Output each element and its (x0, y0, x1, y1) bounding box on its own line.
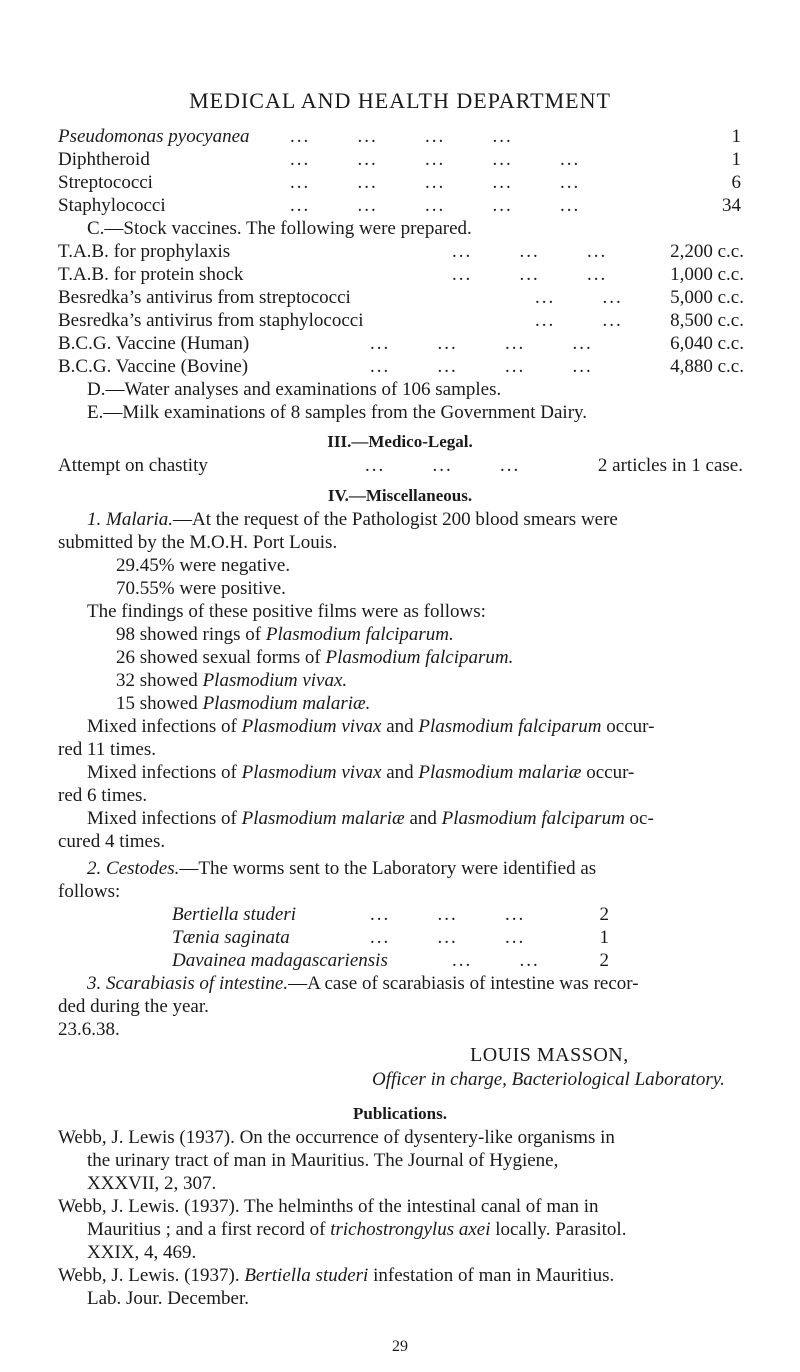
organism-name: Staphylococci (58, 195, 166, 216)
finding-text: 32 showed (116, 670, 203, 691)
organism-name: Pseudomonas pyocyanea (58, 126, 250, 147)
mixed-infection-line (87, 761, 634, 784)
cestode-count: 2 (599, 904, 609, 925)
leader-dots: ... ... ... (452, 264, 608, 285)
organism-count: 1 (731, 126, 741, 147)
finding-line (116, 692, 370, 715)
text: Webb, J. Lewis. (1937). (58, 1265, 245, 1286)
leader-dots: ... ... (535, 287, 623, 308)
organism-name: Streptococci (58, 172, 153, 193)
mixed-infection-line (87, 715, 654, 738)
scarabiasis-heading: 3. Scarabiasis of intestine. (87, 973, 289, 994)
leader-dots: ... ... (535, 310, 623, 331)
vaccine-name: T.A.B. for prophylaxis (58, 241, 231, 262)
text: locally. Parasitol. (490, 1219, 627, 1240)
leader-dots: ... ... ... ... ... (290, 172, 581, 193)
text: Mixed infections of (87, 808, 242, 829)
text: occur- (581, 762, 635, 783)
finding-text: 15 showed (116, 693, 203, 714)
leader-dots: ... ... ... (370, 904, 526, 925)
malaria-intro: —At the request of the Pathologist 200 blood smears were (173, 509, 618, 530)
publication-entry (87, 1218, 626, 1241)
cestode-name: Tænia saginata (172, 927, 290, 948)
section-d: D.—Water analyses and examinations of 106 samples. (87, 379, 502, 400)
text: infestation of man in Mauritius. (368, 1265, 615, 1286)
malaria-findings: The findings of these positive films were as follows: (87, 601, 486, 622)
species-name: Plasmodium falciparum. (325, 647, 514, 668)
publication-entry: XXIX, 4, 469. (87, 1242, 197, 1263)
publications-heading: Publications. (353, 1104, 447, 1123)
vaccine-amount: 1,000 c.c. (670, 264, 744, 285)
text: Mixed infections of (87, 762, 242, 783)
section-c: C.—Stock vaccines. The following were prepared. (87, 218, 472, 239)
mixed-infection-line: red 11 times. (58, 739, 156, 760)
leader-dots: ... ... ... (365, 455, 521, 476)
publication-entry: Webb, J. Lewis (1937). On the occurrence of dysentery-like organisms in (58, 1127, 615, 1148)
species-name: Plasmodium falciparum. (265, 624, 454, 645)
species-name: Plasmodium malariæ (418, 762, 582, 783)
leader-dots: ... ... ... ... (290, 126, 513, 147)
signature-name: LOUIS MASSON, (470, 1044, 629, 1066)
text: occur- (601, 716, 655, 737)
text: and (381, 762, 419, 783)
leader-dots: ... ... ... ... ... (290, 195, 581, 216)
organism-name: Diphtheroid (58, 149, 150, 170)
species-name: Plasmodium malariæ. (202, 693, 371, 714)
leader-dots: ... ... ... (370, 927, 526, 948)
scarabiasis-text: —A case of scarabiasis of intestine was recor- (288, 973, 639, 994)
publication-entry: XXXVII, 2, 307. (87, 1173, 217, 1194)
cestodes-intro: —The worms sent to the Laboratory were identified as (179, 858, 597, 879)
text: and (404, 808, 442, 829)
cestode-name: Bertiella studeri (172, 904, 297, 925)
vaccine-name: B.C.G. Vaccine (Bovine) (58, 356, 249, 377)
vaccine-amount: 6,040 c.c. (670, 333, 744, 354)
vaccine-amount: 8,500 c.c. (670, 310, 744, 331)
text: Mixed infections of (87, 716, 242, 737)
organism-count: 6 (731, 172, 741, 193)
leader-dots: ... ... ... ... (370, 356, 593, 377)
malaria-positive: 70.55% were positive. (116, 578, 286, 599)
finding-line (116, 623, 454, 646)
malaria-heading: 1. Malaria. (87, 509, 174, 530)
species-name: Plasmodium falciparum (418, 716, 602, 737)
publication-entry (58, 1264, 614, 1287)
finding-text: 98 showed rings of (116, 624, 266, 645)
section-iv-heading: IV.—Miscellaneous. (327, 486, 473, 505)
mixed-infection-line: cured 4 times. (58, 831, 166, 852)
report-date: 23.6.38. (58, 1019, 120, 1040)
section-iii-heading: III.—Medico-Legal. (327, 432, 473, 451)
cestodes-intro: follows: (58, 881, 121, 902)
cestode-name: Davainea madagascariensis (172, 950, 388, 971)
page-heading: MEDICAL AND HEALTH DEPARTMENT (189, 88, 611, 113)
scarabiasis-line (87, 972, 639, 995)
vaccine-name: Besredka’s antivirus from streptococci (58, 287, 351, 308)
organism-count: 1 (731, 149, 741, 170)
species-name: Plasmodium vivax (241, 762, 382, 783)
cestode-count: 1 (599, 927, 609, 948)
text: Mauritius ; and a first record of (87, 1219, 331, 1240)
species-name: Bertiella studeri (244, 1265, 369, 1286)
page-number: 29 (392, 1338, 408, 1355)
vaccine-amount: 2,200 c.c. (670, 241, 744, 262)
leader-dots: ... ... ... ... (370, 333, 593, 354)
finding-line (116, 646, 513, 669)
vaccine-name: T.A.B. for protein shock (58, 264, 244, 285)
finding-line (116, 669, 347, 692)
section-e: E.—Milk examinations of 8 samples from the Government Dairy. (87, 402, 588, 423)
leader-dots: ... ... (452, 950, 540, 971)
text: and (381, 716, 419, 737)
text: oc- (624, 808, 654, 829)
species-name: trichostrongylus axei (330, 1219, 491, 1240)
leader-dots: ... ... ... (452, 241, 608, 262)
species-name: Plasmodium falciparum (441, 808, 625, 829)
medico-legal-label: Attempt on chastity (58, 455, 208, 476)
species-name: Plasmodium vivax. (202, 670, 348, 691)
vaccine-amount: 4,880 c.c. (670, 356, 744, 377)
vaccine-name: B.C.G. Vaccine (Human) (58, 333, 250, 354)
species-name: Plasmodium vivax (241, 716, 382, 737)
malaria-negative: 29.45% were negative. (116, 555, 291, 576)
medico-legal-value: 2 articles in 1 case. (597, 455, 743, 476)
mixed-infection-line (87, 807, 654, 830)
publication-entry: the urinary tract of man in Mauritius. The Journal of Hygiene, (87, 1150, 559, 1171)
vaccine-amount: 5,000 c.c. (670, 287, 744, 308)
leader-dots: ... ... ... ... ... (290, 149, 581, 170)
finding-text: 26 showed sexual forms of (116, 647, 326, 668)
cestode-count: 2 (599, 950, 609, 971)
mixed-infection-line: red 6 times. (58, 785, 148, 806)
species-name: Plasmodium malariæ (241, 808, 405, 829)
publication-entry: Lab. Jour. December. (87, 1288, 249, 1309)
vaccine-name: Besredka’s antivirus from staphylococci (58, 310, 364, 331)
organism-count: 34 (722, 195, 741, 216)
signature-title: Officer in charge, Bacteriological Laboratory. (372, 1069, 725, 1090)
cestodes-heading: 2. Cestodes. (87, 858, 180, 879)
malaria-intro: submitted by the M.O.H. Port Louis. (58, 532, 338, 553)
scarabiasis-text: ded during the year. (58, 996, 209, 1017)
publication-entry: Webb, J. Lewis. (1937). The helminths of the intestinal canal of man in (58, 1196, 599, 1217)
